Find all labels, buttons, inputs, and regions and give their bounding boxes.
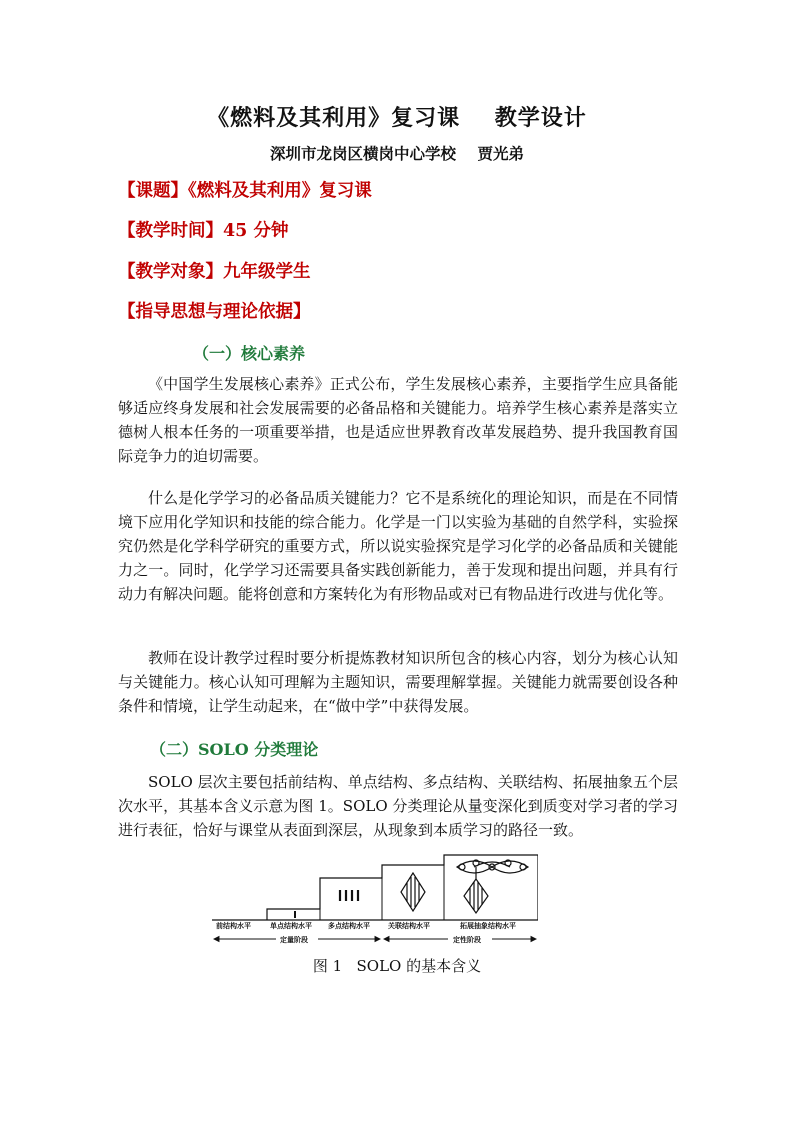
level-label-prestructural: 前结构水平 — [216, 922, 251, 930]
paragraph-solo: SOLO 层次主要包括前结构、单点结构、多点结构、关联结构、拓展抽象五个层次水平，其基本含义示意为图 1。SOLO 分类理论从量变深化到质变对学习者的学习进行表征，恰好与课堂从表面到深层，从现象到本质学习的路径一致。 — [118, 773, 678, 839]
stage-arrows — [214, 937, 536, 942]
section-heading-solo: （二）SOLO 分类理论 — [150, 740, 319, 759]
stage-label-qualitative: 定性阶段 — [453, 936, 481, 944]
level-label-unistructural: 单点结构水平 — [270, 922, 312, 930]
level-label-extended-abstract: 拓展抽象结构水平 — [460, 922, 516, 930]
meta-audience: 【教学对象】九年级学生 — [118, 262, 311, 282]
meta-duration: 【教学时间】45 分钟 — [118, 221, 289, 241]
level-label-relational: 关联结构水平 — [388, 922, 430, 930]
figure-caption: 图 1 SOLO 的基本含义 — [312, 957, 482, 975]
multi-point-marks — [340, 890, 358, 901]
level-label-multistructural: 多点结构水平 — [328, 922, 370, 930]
paragraph-core-literacy-3: 教师在设计教学过程时要分析提炼教材知识所包含的核心内容，划分为核心认知与关键能力。核心认知可理解为主题知识，需要理解掌握。关键能力就需要创设各种条件和情境，让学生动起来，在“做中学”中获得发展。 — [118, 649, 678, 715]
relational-mark — [401, 873, 425, 911]
meta-topic: 【课题】《燃料及其利用》复习课 — [118, 181, 372, 201]
solo-levels-figure — [212, 853, 538, 949]
document-author: 深圳市龙岗区横岗中心学校 贾光弟 — [269, 144, 525, 163]
section-heading-core-literacy: （一）核心素养 — [193, 344, 306, 363]
document-title: 《燃料及其利用》复习课 教学设计 — [207, 105, 587, 131]
paragraph-core-literacy-2: 什么是化学学习的必备品质关键能力？它不是系统化的理论知识，而是在不同情境下应用化学知识和技能的综合能力。化学是一门以实验为基础的自然学科，实验探究仍然是化学科学研究的重要方式，所以说实验探究是学习化学的必备品质和关键能力之一。同时，化学学习还需要具备实践创新能力，善于发现和提出问题，并具有行动力有解决问题。能将创意和方案转化为有形物品或对已有物品进行改进与优化等。 — [118, 489, 678, 603]
paragraph-core-literacy-1: 《中国学生发展核心素养》正式公布，学生发展核心素养，主要指学生应具备能够适应终身发展和社会发展需要的必备品格和关键能力。培养学生核心素养是落实立德树人根本任务的一项重要举措，也是适应世界教育改革发展趋势、提升我国教育国际竞争力的迫切需要。 — [118, 375, 678, 465]
extended-abstract-mark — [457, 860, 528, 913]
meta-guiding-theory: 【指导思想与理论依据】 — [118, 302, 311, 322]
stage-label-quantitative: 定量阶段 — [280, 936, 308, 944]
